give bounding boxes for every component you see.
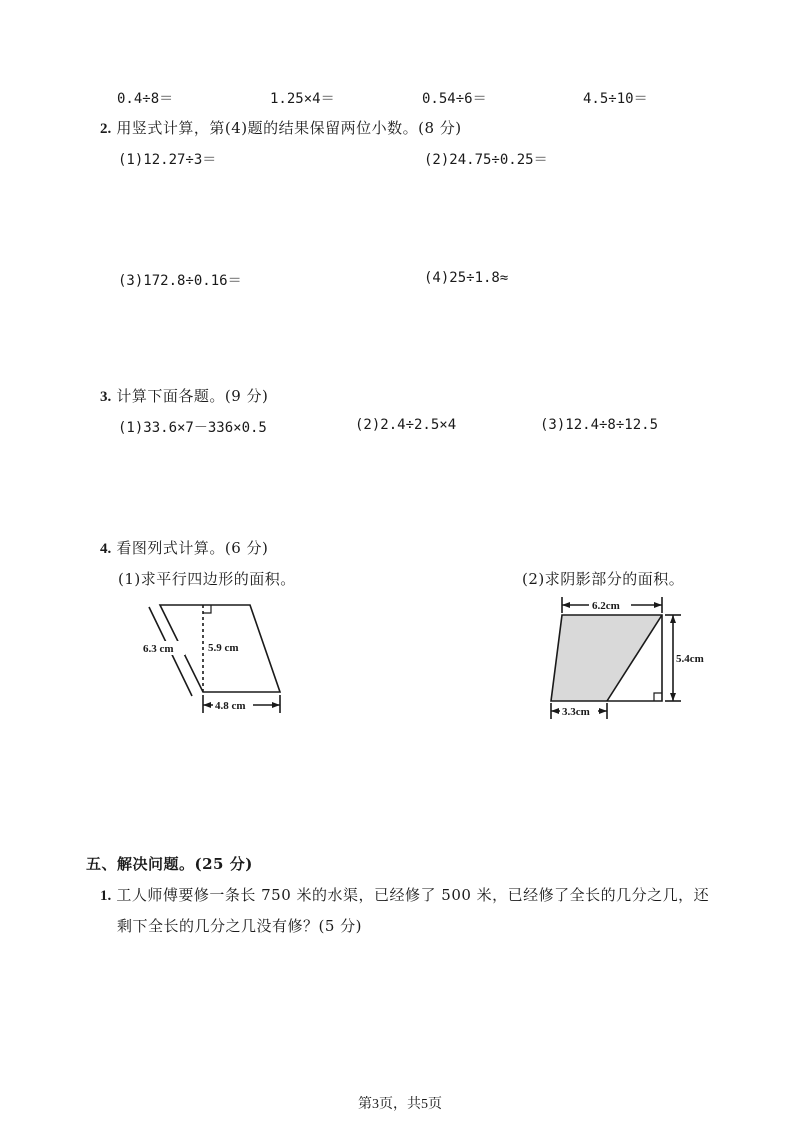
arrow-head [670,615,676,623]
question-3-heading [100,385,268,406]
arrow-head [562,602,570,608]
height-label: 5.9 cm [208,642,239,654]
arrow-head [551,708,559,714]
right-angle-mark [654,693,662,701]
q4-sub-2: (2)求阴影部分的面积。 [522,570,685,588]
parallelogram-figure [140,595,300,720]
oral-calc-1: 0.4÷8＝ [117,91,174,107]
height-label: 5.4cm [676,653,704,665]
q2-item-2: (2)24.75÷0.25＝ [424,152,548,168]
question-text: 用竖式计算，第(4)题的结果保留两位小数。(8 分) [116,119,462,137]
question-text: 看图列式计算。(6 分) [116,539,269,557]
q3-item-1: (1)33.6×7－336×0.5 [118,420,267,436]
top-label: 6.2cm [592,600,620,612]
q2-item-3: (3)172.8÷0.16＝ [118,273,242,289]
question-4-heading [100,537,268,558]
section-5-question-1 [100,884,709,905]
question-number: 1. [100,888,112,904]
section-5-title: 五、解决问题。(25 分) [86,855,253,873]
arrow-head [670,693,676,701]
right-angle-mark [203,605,211,613]
q3-item-2: (2)2.4÷2.5×4 [355,417,457,433]
q2-item-1: (1)12.27÷3＝ [118,152,217,168]
q2-item-4: (4)25÷1.8≈ [424,270,509,286]
question-text-line-1: 工人师傅要修一条长 750 米的水渠，已经修了 500 米，已经修了全长的几分之几，还 [116,886,710,904]
q3-item-3: (3)12.4÷8÷12.5 [540,417,659,433]
question-text-line-2: 剩下全长的几分之几没有修？(5 分) [117,917,363,935]
arrow-head [654,602,662,608]
arrow-head [599,708,607,714]
base-label: 4.8 cm [215,700,246,712]
arrow-head [203,702,211,708]
oral-calc-2: 1.25×4＝ [270,91,335,107]
oral-calc-4: 4.5÷10＝ [583,91,648,107]
side-label: 6.3 cm [143,643,174,655]
oral-calc-3: 0.54÷6＝ [422,91,487,107]
question-text: 计算下面各题。(9 分) [116,387,269,405]
page-footer: 第3页，共5页 [358,1097,442,1112]
question-number: 4. [100,541,112,557]
shaded-region [551,615,662,701]
arrow-head [272,702,280,708]
question-number: 2. [100,121,112,137]
question-number: 3. [100,389,112,405]
question-2-heading [100,117,462,138]
shaded-trapezoid-figure [540,593,715,723]
q4-sub-1: (1)求平行四边形的面积。 [118,570,296,588]
bottom-label: 3.3cm [562,706,590,718]
